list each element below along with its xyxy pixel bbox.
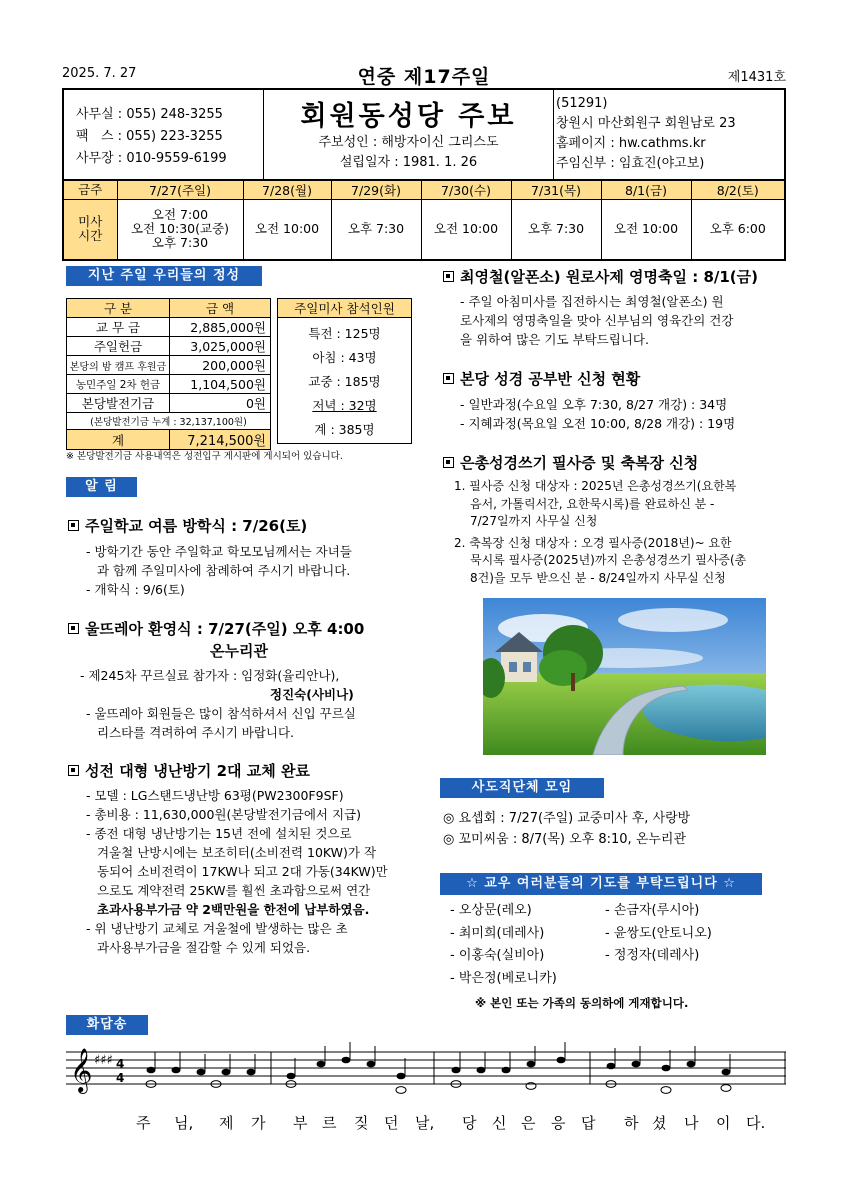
note-head — [247, 1069, 256, 1076]
patron-saint: 주보성인 : 해방자이신 그리스도 — [318, 135, 499, 150]
lyric-syllable: 이 — [716, 1114, 731, 1132]
note-head — [287, 1073, 296, 1080]
bullet-square-icon — [68, 623, 79, 634]
offering-label: 본당의 밤 캠프 후원금 — [67, 356, 170, 375]
lyric-syllable: 다. — [746, 1114, 766, 1132]
note-head — [317, 1061, 326, 1068]
col-amount: 금 액 — [170, 299, 271, 318]
bullet-square-icon — [68, 520, 79, 531]
pastor: 주임신부 : 임효진(야고보) — [556, 156, 705, 171]
offering-row — [67, 356, 271, 375]
lyric-syllable: 응 — [551, 1114, 566, 1132]
offering-amount: 3,025,000원 — [170, 337, 271, 356]
lyric-syllable: 가 — [251, 1114, 266, 1132]
note-head — [342, 1057, 351, 1064]
notice-body: - 방학기간 동안 주일학교 학모모님께서는 자녀들 과 함께 주일미사에 참례하여 주시기 바랍니다. - 개학식 : 9/6(토) — [86, 544, 352, 597]
bullet-square-icon — [443, 271, 454, 282]
half-note-head — [661, 1087, 671, 1094]
note-head — [222, 1069, 231, 1076]
group-item: ◎ 요셉회 : 7/27(주일) 교중미사 후, 사랑방 — [443, 811, 691, 826]
prayer-name: - 손금자(루시아) — [605, 903, 700, 918]
attendance-header: 주일미사 참석인원 — [278, 299, 412, 318]
note-head — [662, 1065, 671, 1072]
notice-title: 주일학교 여름 방학식 : 7/26(토) — [68, 515, 307, 536]
offering-row — [67, 394, 271, 413]
group-item: ◎ 꼬미씨움 : 8/7(목) 오후 8:10, 온누리관 — [443, 832, 687, 847]
offering-label: 교 무 금 — [67, 318, 170, 337]
offering-label: 본당발전기금 — [67, 394, 170, 413]
lyric-syllable: 은 — [521, 1114, 536, 1132]
development-fund-cumulative: (본당발전기금 누계 : 32,137,100원) — [67, 413, 271, 430]
mass-label-top: 금주 — [63, 180, 117, 200]
prayer-banner: ☆ 교우 여러분들의 기도를 부탁드립니다 ☆ — [440, 873, 762, 895]
note-head — [477, 1067, 486, 1074]
bible-study-body: - 일반과정(수요일 오후 7:30, 8/27 개강) : 34명 - 지혜과정(목요일 오전 10:00, 8/28 개강) : 19명 — [460, 397, 736, 431]
offering-row — [67, 375, 271, 394]
attendance-item: 계 : 385명 — [314, 422, 375, 437]
mass-day: 7/31(목) — [511, 180, 601, 200]
parish-title-block — [264, 90, 554, 180]
parish-name: 회원동성당 주보 — [300, 101, 517, 132]
time-signature-top: 4 — [116, 1057, 125, 1071]
postal-code: (51291) — [556, 96, 608, 111]
lyric-syllable: 부 — [293, 1114, 308, 1132]
lyric-syllable: 주 — [136, 1114, 151, 1132]
total-amount: 7,214,500원 — [170, 430, 271, 450]
sharp-icon: ♯♯♯ — [94, 1053, 113, 1068]
contact-info — [64, 90, 264, 180]
prayer-list-right — [605, 900, 765, 968]
feast-body: - 주일 아침미사를 집전하시는 최영철(알폰소) 원 로사제의 영명축일을 맞아 신부님의 영육간의 건강 을 위하여 많은 기도 부탁드립니다. — [460, 294, 734, 347]
notice-body: - 모델 : LG스탠드냉난방 63평(PW2300F9SF) - 총비용 : 11,630,000원(본당발전기금에서 지급) - 종전 대형 냉난방기는 15년 전에 설치된 것으로 겨울철 난방시에는 보조히터(소비전력 10KW)가 작 동되어 소비전력이 17KW나 되고 2대 가동(34KW)만 으로도 계약전력 25KW를 훨씬 초과함으로써 연간 초과사용부가금 약 2백만원을 한전에 납부하였음. - 위 냉난방기 교체로 겨울철에 발생하는 많은 초 과사용부가금을 절감할 수 있게 되었음. — [86, 788, 388, 955]
prayer-name: - 박은정(베로니카) — [450, 970, 557, 986]
prayer-name: - 이홍숙(실비아) — [450, 948, 545, 963]
psalm-lyrics — [66, 1112, 786, 1136]
issue-number: 제1431호 — [727, 70, 786, 85]
mass-time: 오전 7:00 오전 10:30(교중) 오후 7:30 — [117, 200, 243, 260]
notices-banner: 알 림 — [66, 477, 137, 497]
note-head — [557, 1057, 566, 1064]
header-box — [62, 88, 786, 180]
bulletin-date: 2025. 7. 27 — [62, 66, 137, 81]
bible-study-title: 본당 성경 공부반 신청 현황 — [443, 368, 640, 389]
notice-body: - 제245차 꾸르실료 참가자 : 임정화(율리안나), 정진숙(사비나) - 울뜨레아 회원들은 많이 참석하셔서 신입 꾸르실 리스타를 격려하여 주시기 바랍니다. — [80, 668, 356, 740]
note-head — [147, 1067, 156, 1074]
garden-scene-icon — [483, 598, 766, 755]
lyric-syllable: 던 — [384, 1114, 399, 1132]
mass-time: 오후 7:30 — [511, 200, 601, 260]
lyric-syllable: 신 — [492, 1114, 507, 1132]
mass-day: 7/29(화) — [331, 180, 421, 200]
offering-note: ※ 본당발전기금 사용내역은 성전입구 게시판에 게시되어 있습니다. — [66, 451, 343, 462]
notice-title-venue: 온누리관 — [210, 642, 268, 660]
prayer-name: - 최미희(데레사) — [450, 925, 545, 941]
mass-day: 7/27(주일) — [117, 180, 243, 200]
offering-row — [67, 337, 271, 356]
lyric-syllable: 셨 — [652, 1114, 667, 1132]
lyric-syllable: 당 — [462, 1114, 477, 1132]
lyric-syllable: 제 — [219, 1114, 234, 1132]
lyric-syllable: 답 — [581, 1114, 596, 1132]
offering-row — [67, 318, 271, 337]
groups-list — [443, 808, 783, 850]
note-head — [502, 1067, 511, 1074]
mass-time: 오후 7:30 — [331, 200, 421, 260]
lyric-syllable: 님, — [174, 1114, 194, 1132]
office-phone: 사무실 : 055) 248-3255 — [76, 107, 223, 122]
bullet-square-icon — [443, 373, 454, 384]
garden-photo — [483, 598, 766, 755]
prayer-name: - 정정자(데레사) — [605, 948, 700, 963]
lyric-syllable: 나 — [684, 1114, 699, 1132]
note-head — [607, 1063, 616, 1070]
notice-title: 울뜨레아 환영식 : 7/27(주일) 오후 4:00 — [68, 618, 364, 639]
psalm-banner: 화답송 — [66, 1015, 148, 1035]
attendance-item: 아침 : 43명 — [312, 350, 377, 365]
note-head — [172, 1067, 181, 1074]
offering-amount: 0원 — [170, 394, 271, 413]
note-head — [197, 1069, 206, 1076]
bible-copy-title: 은총성경쓰기 필사증 및 축복장 신청 — [443, 452, 698, 473]
mass-day: 8/2(토) — [691, 180, 785, 200]
prayer-name: - 오상문(레오) — [450, 903, 532, 918]
lyric-syllable: 짖 — [354, 1114, 369, 1132]
homepage: 홈페이지 : hw.cathms.kr — [556, 136, 706, 151]
mass-day: 7/28(월) — [243, 180, 331, 200]
mass-time: 오전 10:00 — [601, 200, 691, 260]
time-signature-bottom: 4 — [116, 1071, 125, 1085]
prayer-name: - 윤쌍도(안토니오) — [605, 925, 712, 941]
attendance-item: 특전 : 125명 — [308, 326, 381, 341]
feast-title: 최영철(알폰소) 원로사제 영명축일 : 8/1(금) — [443, 266, 758, 287]
half-note-head — [396, 1087, 406, 1094]
total-label: 계 — [67, 430, 170, 450]
mass-day: 7/30(수) — [421, 180, 511, 200]
offering-banner: 지난 주일 우리들의 정성 — [66, 266, 262, 286]
mass-time: 오전 10:00 — [421, 200, 511, 260]
notice-title: 성전 대형 냉난방기 2대 교체 완료 — [68, 760, 310, 781]
offering-amount: 200,000원 — [170, 356, 271, 375]
offering-amount: 1,104,500원 — [170, 375, 271, 394]
fax-number: 팩 스 : 055) 223-3255 — [76, 129, 223, 144]
offering-label: 농민주일 2차 헌금 — [67, 375, 170, 394]
note-head — [527, 1061, 536, 1068]
note-head — [687, 1061, 696, 1068]
lyric-syllable: 날, — [415, 1114, 435, 1132]
note-head — [452, 1067, 461, 1074]
note-head — [632, 1061, 641, 1068]
offering-table — [66, 298, 271, 450]
bible-copy-body: 1. 필사증 신청 대상자 : 2025년 은총성경쓰기(요한복 음서, 가톨릭서간, 요한묵시록)를 완료하신 분 - 7/27일까지 사무실 신청 2. 축복장 신청 대상자 : 오경 필사증(2018년)~ 요한 묵시록 필사증(2025년)까지 은총성경쓰기 필사증(총 8건)을 모두 받으신 분 - 8/24일까지 사무실 신청 — [454, 479, 747, 585]
manager-phone: 사무장 : 010-9559-6199 — [76, 151, 227, 166]
address: 창원시 마산회원구 회원남로 23 — [556, 116, 736, 131]
mass-day: 8/1(금) — [601, 180, 691, 200]
note-head — [367, 1061, 376, 1068]
lyric-syllable: 르 — [322, 1114, 337, 1132]
mass-schedule-table — [62, 179, 786, 261]
half-note-head — [721, 1085, 731, 1092]
mass-label-bottom: 미사 시간 — [63, 200, 117, 260]
psalm-music-staff — [66, 1040, 786, 1100]
bullet-square-icon — [443, 457, 454, 468]
attendance-item: 저녁 : 32명 — [312, 398, 377, 413]
founding-date: 설립일자 : 1981. 1. 26 — [339, 155, 478, 170]
offering-label: 주일헌금 — [67, 337, 170, 356]
treble-clef-icon: 𝄞 — [70, 1048, 93, 1092]
bullet-square-icon — [68, 765, 79, 776]
attendance-item: 교중 : 185명 — [308, 374, 381, 389]
mass-time: 오전 10:00 — [243, 200, 331, 260]
note-head — [722, 1069, 731, 1076]
col-category: 구 분 — [67, 299, 170, 318]
bulletin-week-title: 연중 제17주일 — [357, 66, 491, 88]
note-head — [397, 1073, 406, 1080]
mass-time: 오후 6:00 — [691, 200, 785, 260]
prayer-note: ※ 본인 또는 가족의 동의하에 게재합니다. — [475, 996, 689, 1010]
attendance-table — [277, 298, 412, 444]
prayer-list-left — [450, 900, 600, 990]
offering-amount: 2,885,000원 — [170, 318, 271, 337]
address-info — [554, 90, 786, 180]
lyric-syllable: 하 — [624, 1114, 639, 1132]
groups-banner: 사도직단체 모임 — [440, 778, 604, 798]
